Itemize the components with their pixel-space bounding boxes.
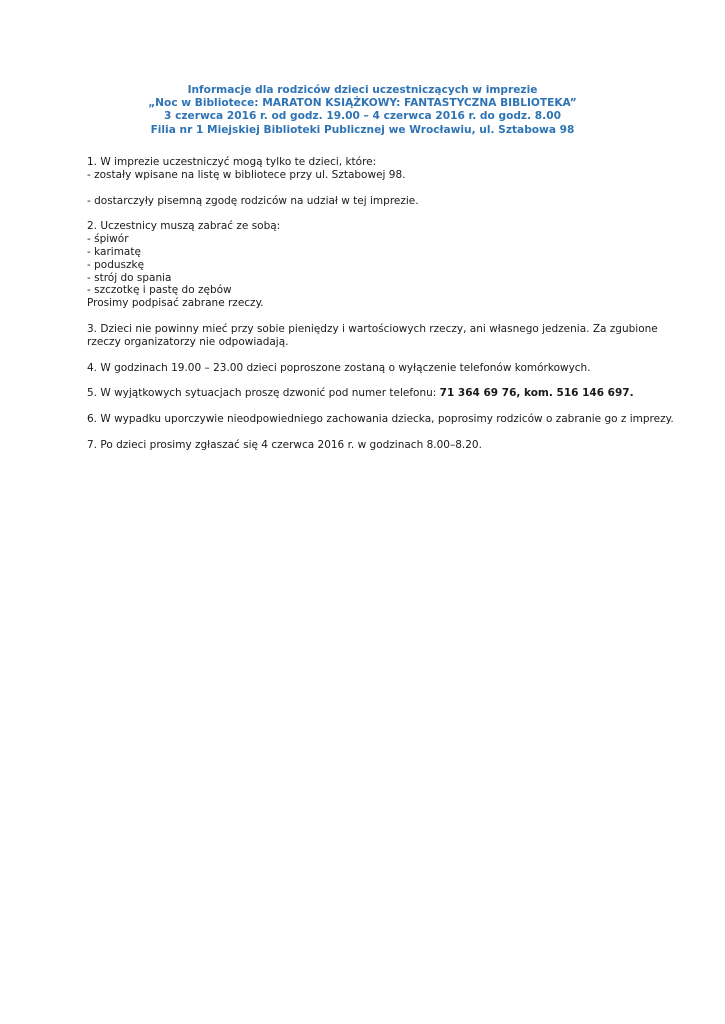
header-event-name: „Noc w Bibliotece: MARATON KSIĄŻKOWY: FANTASTYCZNA BIBLIOTEKA” xyxy=(148,97,577,110)
header-location: Filia nr 1 Miejskiej Biblioteki Publicznej we Wrocławiu, ul. Sztabowa 98 xyxy=(150,123,575,136)
list-item: - poduszkę xyxy=(87,258,145,271)
item-5-text: 5. W wyjątkowych sytuacjach proszę dzwonić pod numer telefonu: xyxy=(87,387,440,400)
item-1-condition-b: - dostarczyły pisemną zgodę rodziców na udział w tej imprezie. xyxy=(87,194,419,207)
item-5 xyxy=(87,387,647,400)
list-item: - karimatę xyxy=(87,245,141,258)
phone-numbers: 71 364 69 76, kom. 516 146 697. xyxy=(439,387,634,400)
item-4: 4. W godzinach 19.00 – 23.00 dzieci poproszone zostaną o wyłączenie telefonów komórkowych. xyxy=(87,361,591,374)
item-1-intro: 1. W imprezie uczestniczyć mogą tylko te dzieci, które: xyxy=(87,156,377,168)
item-2-intro: 2. Uczestnicy muszą zabrać ze sobą: xyxy=(87,220,281,233)
item-3-line-1: 3. Dzieci nie powinny mieć przy sobie pieniędzy i wartościowych rzeczy, ani własnego jedzenia. Za zgubione xyxy=(87,322,658,335)
header-dates: 3 czerwca 2016 r. od godz. 19.00 – 4 czerwca 2016 r. do godz. 8.00 xyxy=(164,110,561,123)
document-header xyxy=(0,84,725,137)
item-6: 6. W wypadku uporczywie nieodpowiedniego zachowania dziecka, poprosimy rodziców o zabranie go z imprezy. xyxy=(87,413,674,426)
document-body xyxy=(87,156,674,452)
list-item: - szczotkę i pastę do zębów xyxy=(87,284,232,297)
item-1-condition-a: - zostały wpisane na listę w bibliotece przy ul. Sztabowej 98. xyxy=(87,168,406,181)
list-item: - strój do spania xyxy=(87,271,172,284)
header-title: Informacje dla rodziców dzieci uczestniczących w imprezie xyxy=(187,84,538,96)
list-item: - śpiwór xyxy=(87,233,129,246)
item-7: 7. Po dzieci prosimy zgłaszać się 4 czerwca 2016 r. w godzinach 8.00–8.20. xyxy=(87,438,482,451)
item-3-line-2: rzeczy organizatorzy nie odpowiadają. xyxy=(87,335,289,348)
item-2-note: Prosimy podpisać zabrane rzeczy. xyxy=(87,297,264,310)
